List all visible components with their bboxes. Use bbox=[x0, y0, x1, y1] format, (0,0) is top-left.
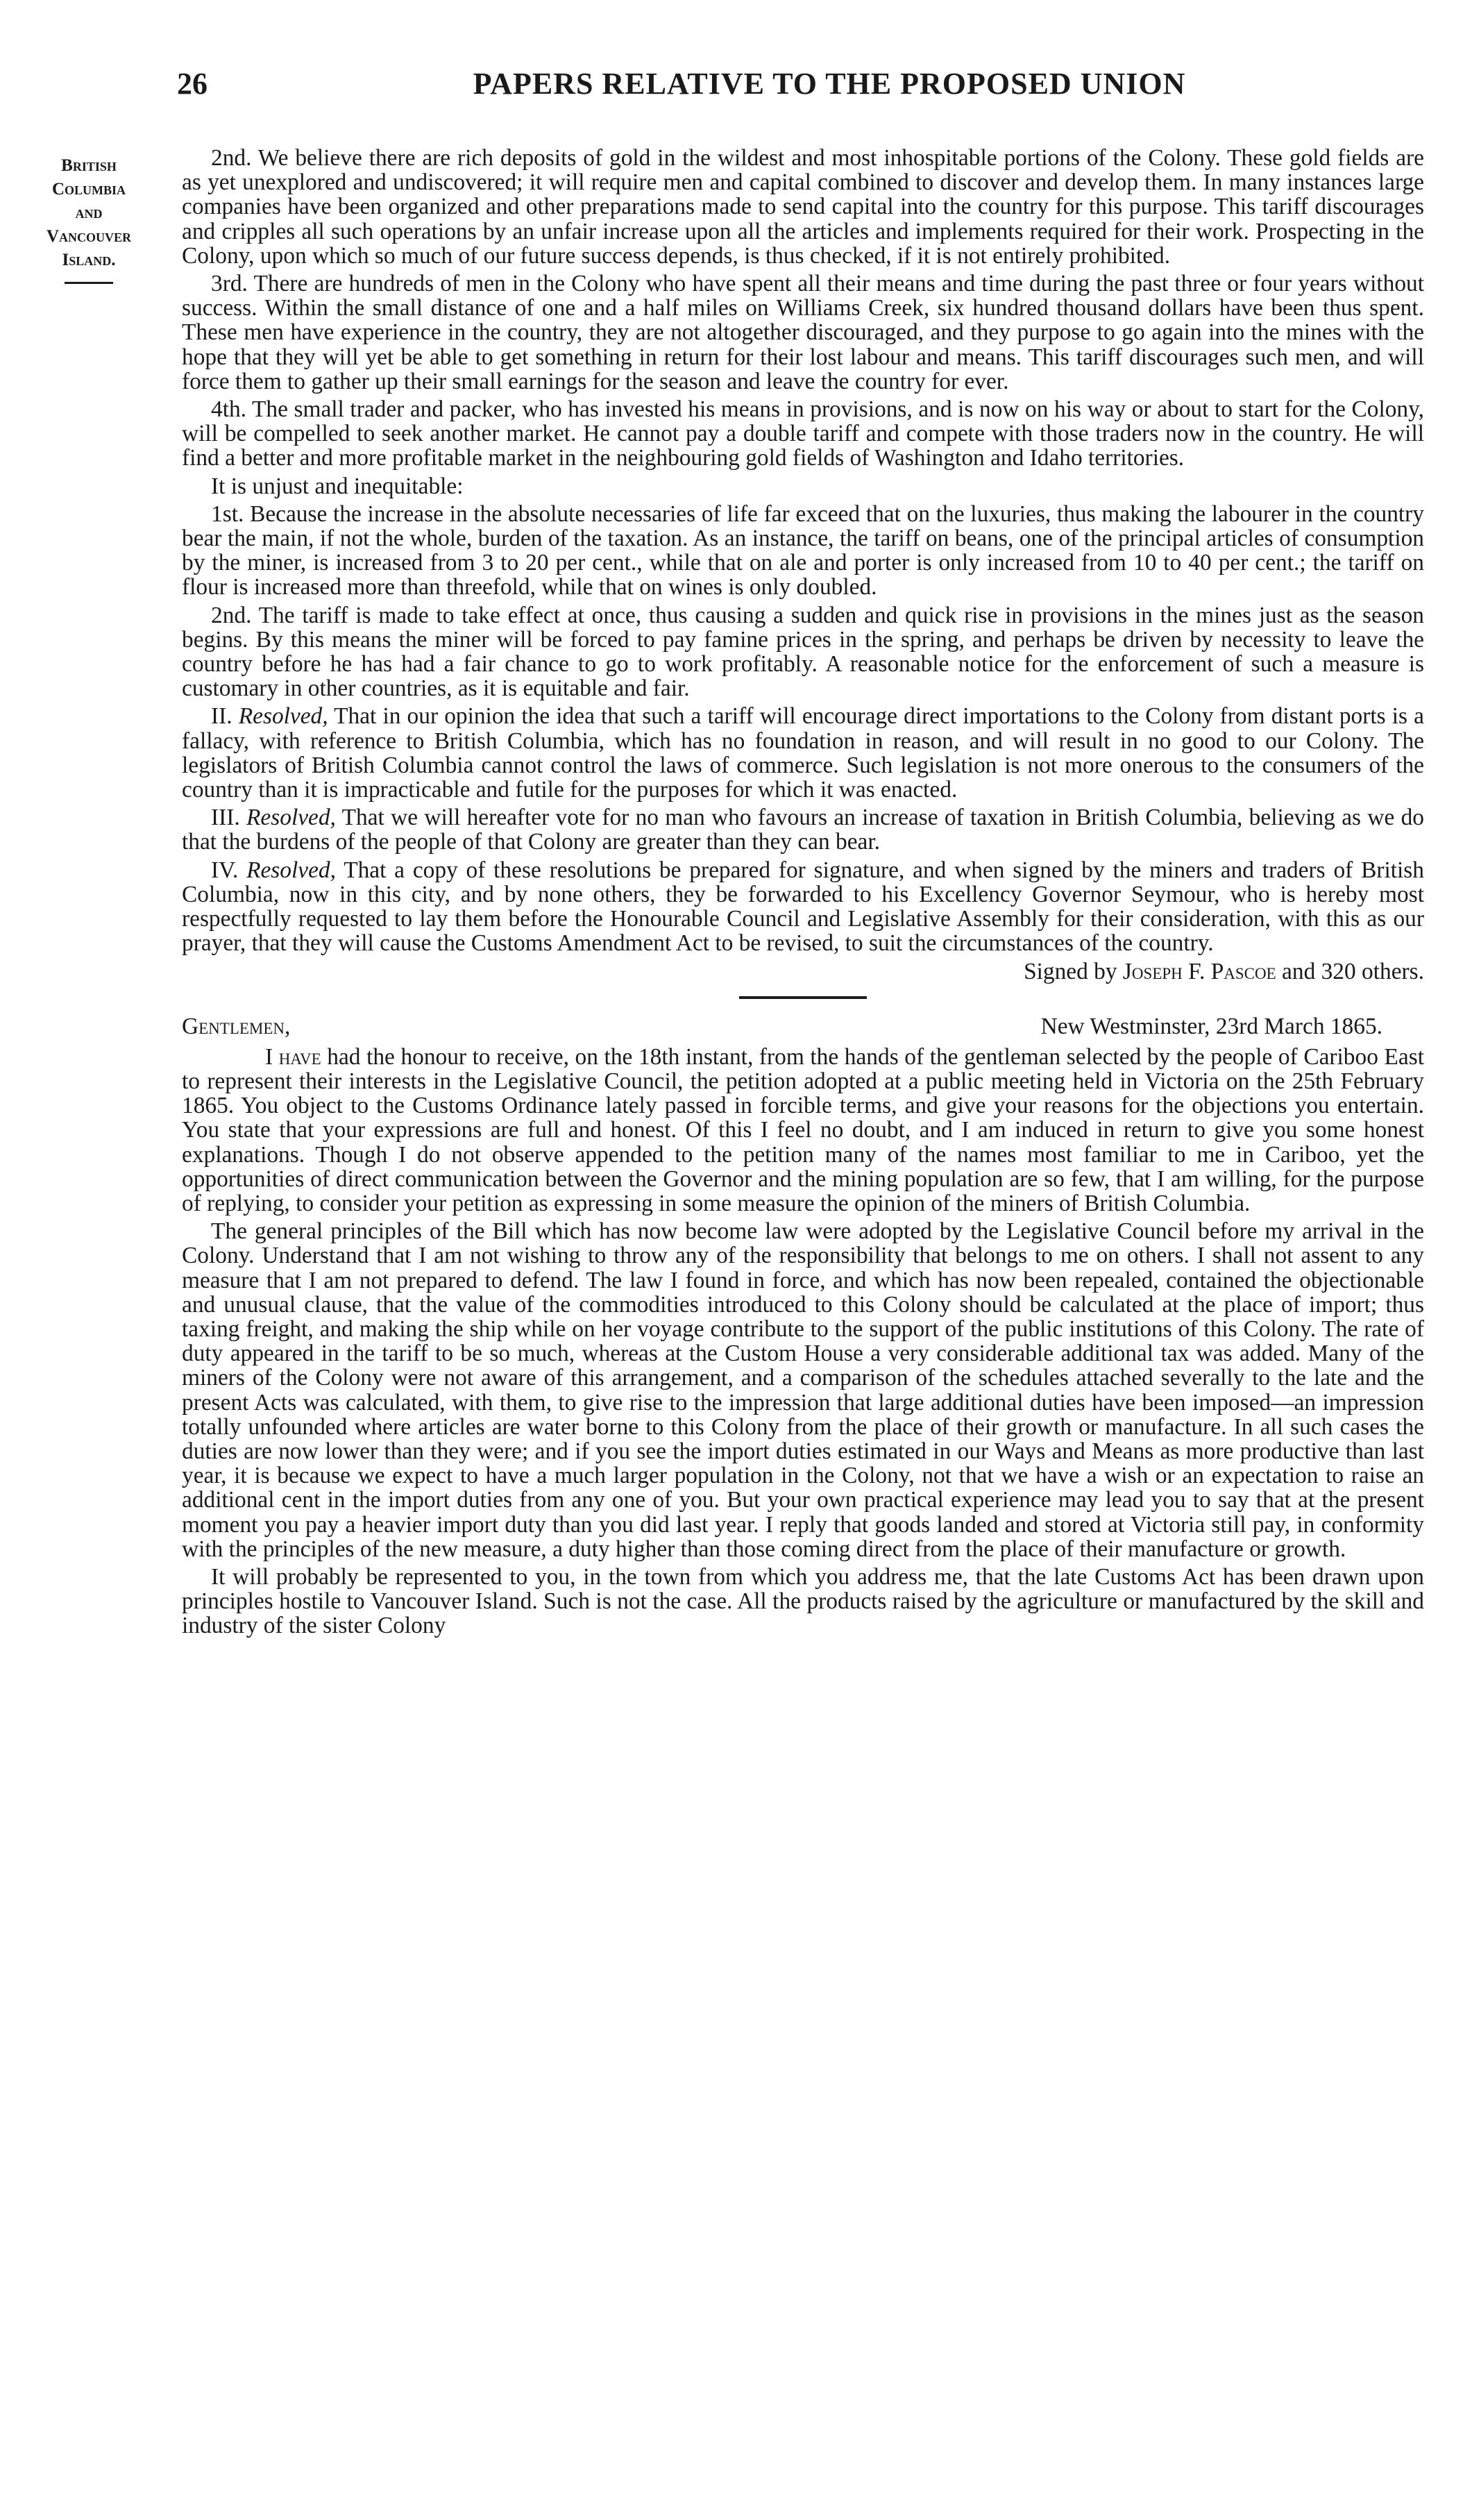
page-number: 26 bbox=[177, 67, 208, 101]
resolution-4 bbox=[182, 858, 1424, 956]
resolution-3 bbox=[182, 805, 1424, 854]
resolved-word: Resolved, bbox=[246, 805, 336, 831]
margin-note-line: and bbox=[75, 203, 103, 222]
page-header bbox=[177, 66, 1419, 115]
resolution-number: III. bbox=[211, 805, 240, 831]
resolution-text: That in our opinion the idea that such a tariff will encourage direct importations to the Colony from distant ports is a fallacy, with reference to British Columbia, which has no foundation in reason, and will result in no good to our Colony. The legislators of British Columbia cannot control the laws of commerce. Such legislation is not more onerous to the consumers of the country than it is impracticable and futile for the purposes for which it was enacted. bbox=[182, 703, 1424, 803]
resolution-2 bbox=[182, 704, 1424, 802]
signature-line bbox=[182, 959, 1424, 984]
margin-note bbox=[19, 154, 158, 284]
letter-text: had the honour to receive, on the 18th instant, from the hands of the gentleman selected by the people of Cariboo East to represent their interests in the Legislative Council, the petition adopted at a public meeting held in Victoria on the 25th February 1865. You object to the Customs Ordinance lately passed in forcible terms, and give your reasons for the objections you entertain. You state that your expressions are full and honest. Of this I feel no doubt, and I am induced in return to give you some honest explanations. Though I do not observe appended to the petition many of the names most familiar to me in Cariboo, yet the opportunities of direct communication between the Governor and the mining population are so few, that I am willing, for the purpose of replying, to consider your petition as expressing in some measure the opinion of the miners of British Columbia. bbox=[182, 1043, 1424, 1216]
signed-suffix: and 320 others. bbox=[1282, 958, 1424, 984]
opening-words: I have bbox=[265, 1043, 321, 1070]
body-text bbox=[182, 146, 1424, 1642]
resolution-text: That we will hereafter vote for no man who favours an increase of taxation in British Columbia, believing as we do that the burdens of the people of that Colony are greater than they can bear. bbox=[182, 805, 1424, 855]
resolution-number: IV. bbox=[211, 857, 239, 883]
margin-note-line: British bbox=[61, 156, 117, 175]
section-divider bbox=[739, 996, 867, 999]
paragraph: 2nd. We believe there are rich deposits of gold in the wildest and most inhospitable portions of the Colony. These gold fields are as yet unexplored and undiscovered; it will require men and capital combined to discover and develop them. In many instances large companies have been organized and other preparations made to send capital into the country for this purpose. This tariff discourages and cripples all such operations by an unfair increase upon all the articles and implements required for their work. Prospecting in the Colony, upon which so much of our future success depends, is thus checked, if it is not entirely prohibited. bbox=[182, 145, 1424, 269]
letter-heading bbox=[182, 1014, 1424, 1039]
paragraph: 2nd. The tariff is made to take effect at once, thus causing a sudden and quick rise in provisions in the mines just as the season begins. By this means the miner will be forced to pay famine prices in the spring, and perhaps be driven by necessity to leave the country before he has had a fair chance to go to work profitably. A reasonable notice for the enforcement of such a measure is customary in other countries, as it is equitable and fair. bbox=[182, 602, 1424, 702]
margin-note-line: Columbia bbox=[51, 180, 126, 199]
signatory-name: Joseph F. Pascoe bbox=[1122, 958, 1276, 984]
paragraph: 4th. The small trader and packer, who has invested his means in provisions, and is now on his way or about to start for the Colony, will be compelled to seek another market. He cannot pay a double tariff and compete with those traders now in the country. He will find a better and more profitable market in the neighbouring gold fields of Washington and Idaho territories. bbox=[182, 396, 1424, 471]
margin-note-line: Island. bbox=[62, 251, 116, 269]
letter-paragraph: The general principles of the Bill which has now become law were adopted by the Legislative Council before my arrival in the Colony. Understand that I am not wishing to throw any of the responsibility that belongs to me on others. I shall not assent to any measure that I am not prepared to defend. The law I found in force, and which has now been repealed, contained the objectionable and unusual clause, that the value of the commodities introduced to this Colony should be calculated at the place of import; thus taxing freight, and making the ship while on her voyage contribute to the support of the public institutions of this Colony. The rate of duty appeared in the tariff to be so much, whereas at the Custom House a very considerable additional tax was added. Many of the miners of the Colony were not aware of this arrangement, and a comparison of the schedules attached severally to the late and the present Acts was calculated, with them, to give rise to the impression that large additional duties have been imposed—an impression totally unfounded where articles are water borne to this Colony from the place of their growth or manufacture. In all such cases the duties are now lower than they were; and if you see the import duties estimated in our Ways and Means as more productive than last year, it is because we expect to have a much larger population in the Colony, not that we have a wish or an expectation to raise an additional cent in the import duties from any one of you. But your own practical experience may lead you to say that at the present moment you pay a heavier import duty than you did last year. I reply that goods landed and stored at Victoria still pay, in conformity with the principles of the new measure, a duty higher than those coming direct from the place of their manufacture or growth. bbox=[182, 1218, 1424, 1562]
paragraph: 3rd. There are hundreds of men in the Colony who have spent all their means and time during the past three or four years without success. Within the small distance of one and a half miles on Williams Creek, six hundred thousand dollars have been thus spent. These men have experience in the country, they are not altogether discouraged, and they purpose to go again into the mines with the hope that they will yet be able to get something in return for their lost labour and means. This tariff discourages such men, and will force them to gather up their small earnings for the season and leave the country for ever. bbox=[182, 271, 1424, 394]
resolved-word: Resolved, bbox=[246, 857, 336, 883]
resolution-text: That a copy of these resolutions be prepared for signature, and when signed by the miners and traders of British Columbia, now in this city, and by none others, they be forwarded to his Excellency Governor Seymour, who is hereby most respectfully requested to lay them before the Honourable Council and Legislative Assembly for their consideration, with this as our prayer, that they will cause the Customs Amendment Act to be revised, to suit the circumstances of the country. bbox=[182, 857, 1424, 957]
running-title: PAPERS RELATIVE TO THE PROPOSED UNION bbox=[473, 67, 1186, 101]
paragraph: 1st. Because the increase in the absolute necessaries of life far exceed that on the luxuries, thus making the labourer in the country bear the main, if not the whole, burden of the taxation. As an instance, the tariff on beans, one of the principal articles of consumption by the miner, is increased from 3 to 20 per cent., while that on ale and porter is only increased from 10 to 40 per cent.; the tariff on flour is increased more than threefold, while that on wines is only doubled. bbox=[182, 501, 1424, 600]
letter-paragraph: It will probably be represented to you, in the town from which you address me, that the late Customs Act has been drawn upon principles hostile to Vancouver Island. Such is not the case. All the products raised by the agriculture or manufactured by the skill and industry of the sister Colony bbox=[182, 1563, 1424, 1639]
resolved-word: Resolved, bbox=[238, 703, 328, 730]
dateline: New Westminster, 23rd March 1865. bbox=[1040, 1013, 1382, 1039]
signed-prefix: Signed by bbox=[1024, 958, 1117, 984]
salutation: Gentlemen, bbox=[182, 1013, 291, 1039]
margin-note-line: Vancouver bbox=[46, 227, 132, 246]
letter-paragraph bbox=[182, 1045, 1424, 1216]
paragraph: It is unjust and inequitable: bbox=[211, 473, 464, 499]
margin-note-rule bbox=[65, 282, 113, 284]
resolution-number: II. bbox=[211, 703, 232, 730]
